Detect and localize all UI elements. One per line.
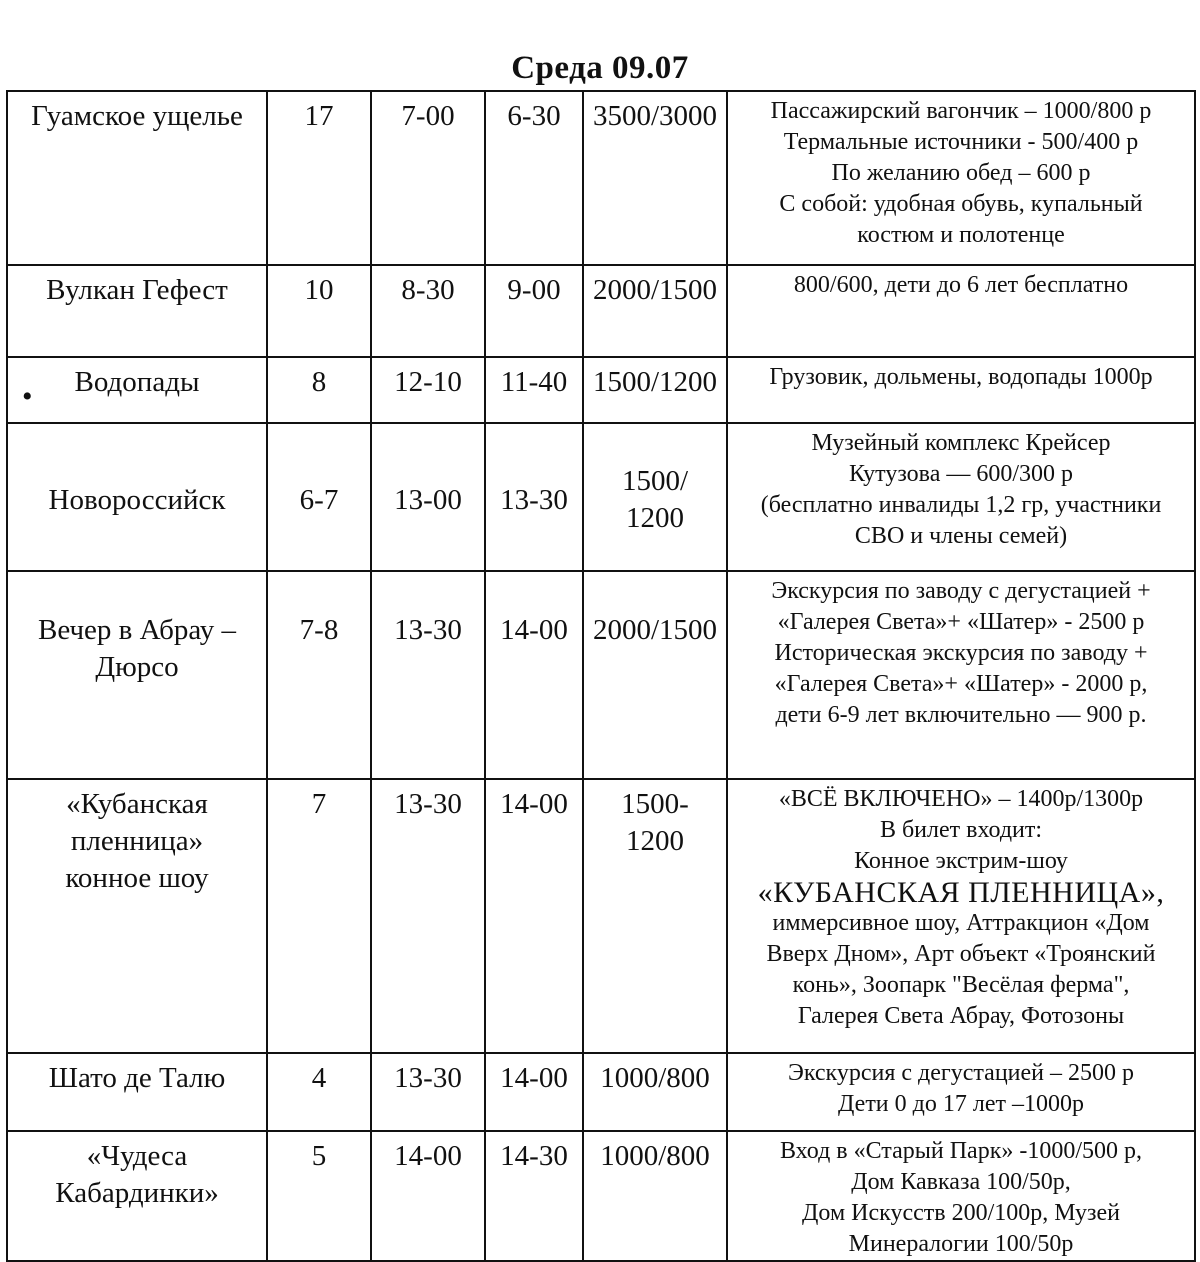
details: Экскурсия с дегустацией – 2500 р Дети 0 до 17 лет –1000р	[727, 1053, 1195, 1131]
seats-count: 8	[267, 357, 371, 423]
time-return: 14-30	[485, 1131, 583, 1261]
table-row	[7, 1131, 1195, 1261]
excursion-name: «Чудеса Кабардинки»	[7, 1131, 267, 1261]
seats-count: 6-7	[267, 423, 371, 571]
time-return: 9-00	[485, 265, 583, 357]
seats-count: 17	[267, 91, 371, 265]
details: «ВСЁ ВКЛЮЧЕНО» – 1400р/1300р В билет входит: Конное экстрим-шоу «КУБАНСКАЯ ПЛЕННИЦА», иммерсивное шоу, Аттракцион «Дом Вверх Дном», Арт объект «Троянский конь», Зоопарк "Весёлая ферма", Галерея Света Абрау, Фотозоны	[727, 779, 1195, 1053]
excursion-name: Новороссийск	[7, 423, 267, 571]
price: 1500/ 1200	[583, 423, 727, 571]
excursion-name: Вечер в Абрау – Дюрсо	[7, 571, 267, 779]
table-row	[7, 357, 1195, 423]
table-row	[7, 91, 1195, 265]
time-start: 13-30	[371, 779, 485, 1053]
table-row	[7, 265, 1195, 357]
table-row	[7, 1053, 1195, 1131]
table-row	[7, 423, 1195, 571]
seats-count: 4	[267, 1053, 371, 1131]
seats-count: 7-8	[267, 571, 371, 779]
price: 2000/1500	[583, 265, 727, 357]
excursion-name: Гуамское ущелье	[7, 91, 267, 265]
time-start: 13-30	[371, 571, 485, 779]
excursion-schedule-table	[6, 90, 1196, 1262]
time-return: 11-40	[485, 357, 583, 423]
time-return: 14-00	[485, 571, 583, 779]
details: 800/600, дети до 6 лет бесплатно	[727, 265, 1195, 357]
excursion-name: Вулкан Гефест	[7, 265, 267, 357]
time-start: 14-00	[371, 1131, 485, 1261]
price: 1000/800	[583, 1131, 727, 1261]
time-start: 12-10	[371, 357, 485, 423]
price: 2000/1500	[583, 571, 727, 779]
price: 1500- 1200	[583, 779, 727, 1053]
time-return: 14-00	[485, 1053, 583, 1131]
details: Вход в «Старый Парк» -1000/500 р, Дом Кавказа 100/50р, Дом Искусств 200/100р, Музей Минералогии 100/50р	[727, 1131, 1195, 1261]
table-row	[7, 571, 1195, 779]
price: 3500/3000	[583, 91, 727, 265]
time-start: 8-30	[371, 265, 485, 357]
time-start: 7-00	[371, 91, 485, 265]
details: Музейный комплекс Крейсер Кутузова — 600/300 р (бесплатно инвалиды 1,2 гр, участники СВО и члены семей)	[727, 423, 1195, 571]
stray-dot: •	[22, 380, 33, 413]
seats-count: 7	[267, 779, 371, 1053]
table-row	[7, 779, 1195, 1053]
seats-count: 10	[267, 265, 371, 357]
time-return: 6-30	[485, 91, 583, 265]
excursion-name: Водопады	[7, 357, 267, 423]
time-start: 13-30	[371, 1053, 485, 1131]
price: 1500/1200	[583, 357, 727, 423]
time-return: 14-00	[485, 779, 583, 1053]
page-title: Среда 09.07	[511, 50, 689, 86]
details: Пассажирский вагончик – 1000/800 р Термальные источники - 500/400 р По желанию обед – 600 р С собой: удобная обувь, купальный костюм и полотенце	[727, 91, 1195, 265]
excursion-name: «Кубанская пленница» конное шоу	[7, 779, 267, 1053]
time-return: 13-30	[485, 423, 583, 571]
details: Грузовик, дольмены, водопады 1000р	[727, 357, 1195, 423]
price: 1000/800	[583, 1053, 727, 1131]
excursion-name: Шато де Талю	[7, 1053, 267, 1131]
time-start: 13-00	[371, 423, 485, 571]
details: Экскурсия по заводу с дегустацией + «Галерея Света»+ «Шатер» - 2500 р Историческая экскурсия по заводу + «Галерея Света»+ «Шатер» - 2000 р, дети 6-9 лет включительно — 900 р.	[727, 571, 1195, 779]
seats-count: 5	[267, 1131, 371, 1261]
